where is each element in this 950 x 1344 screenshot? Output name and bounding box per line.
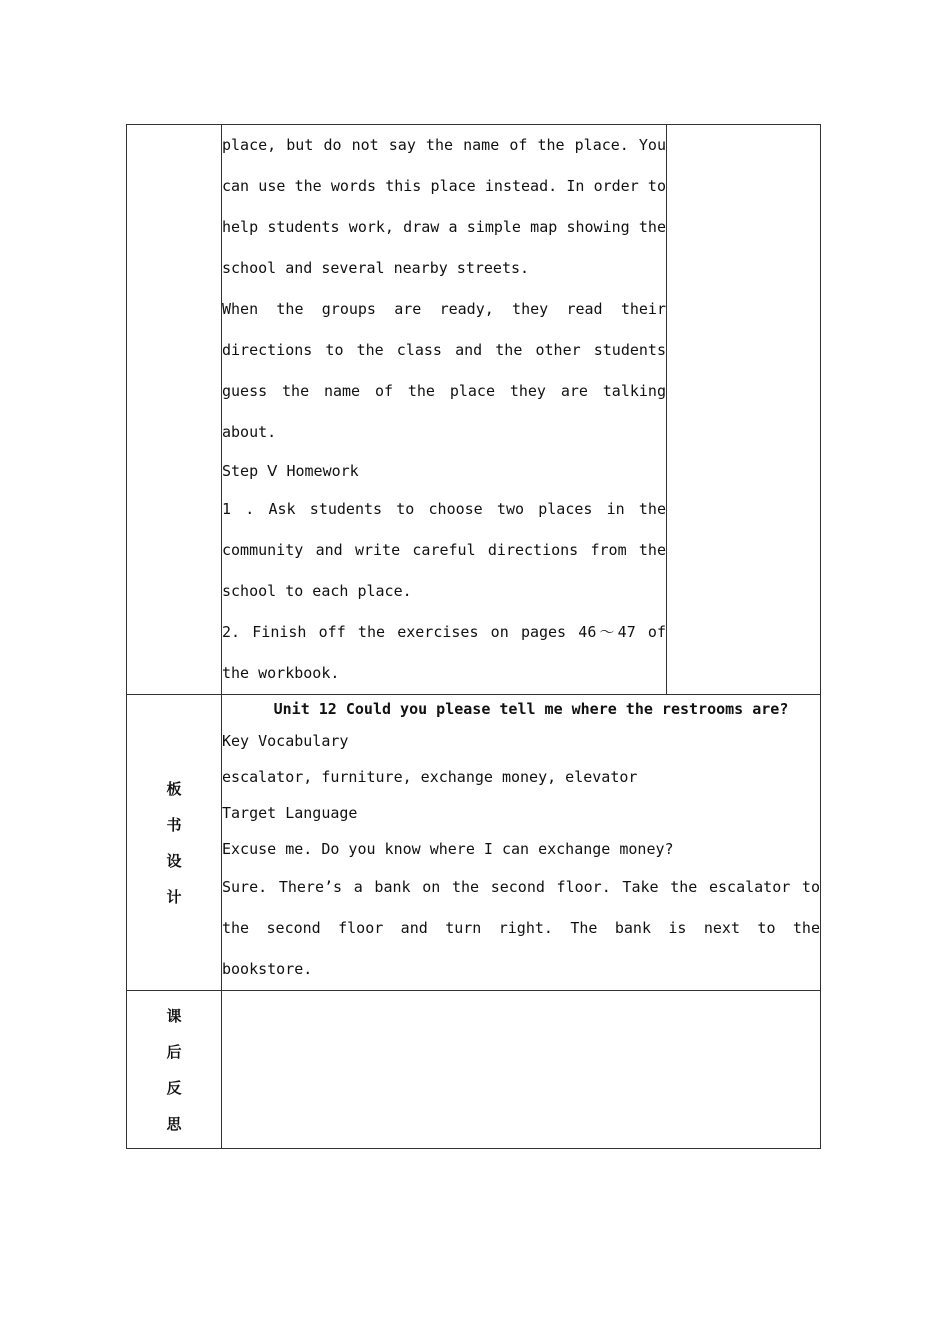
reflection-label-char: 后 <box>166 1042 182 1061</box>
procedure-notes-cell <box>667 125 821 695</box>
procedure-row <box>127 125 821 695</box>
vocabulary-list: escalator, furniture, exchange money, elevator <box>222 768 638 786</box>
board-design-row <box>127 695 821 991</box>
procedure-content-cell <box>222 125 667 695</box>
procedure-paragraph-1: place, but do not say the name of the place. You can use the words this place instead. In order to help students work, draw a simple map showing the school and several nearby streets. <box>222 136 666 277</box>
board-label-char: 书 <box>166 815 182 834</box>
reflection-content <box>222 991 821 1149</box>
homework-item-1: 1 . Ask students to choose two places in the community and write careful directions from the school to each place. <box>222 500 666 600</box>
target-sentence-1: Excuse me. Do you know where I can exchange money? <box>222 840 674 858</box>
board-label-char: 设 <box>166 851 182 870</box>
reflection-label-char: 思 <box>166 1114 182 1133</box>
reflection-row <box>127 991 821 1149</box>
target-sentence-2: Sure. There’s a bank on the second floor. Take the escalator to the second floor and turn right. The bank is next to the bookstore. <box>222 878 820 978</box>
procedure-label-cell <box>127 125 222 695</box>
target-language-heading: Target Language <box>222 804 358 822</box>
reflection-label-char: 反 <box>166 1078 182 1097</box>
board-label-char: 板 <box>166 779 182 798</box>
board-design-content <box>222 695 821 991</box>
board-design-label <box>127 695 222 991</box>
board-label-char: 计 <box>166 887 182 906</box>
reflection-label <box>127 991 222 1149</box>
homework-item-2: 2. Finish off the exercises on pages 46～47 of the workbook. <box>222 623 666 682</box>
reflection-label-char: 课 <box>166 1006 182 1025</box>
procedure-paragraph-2: When the groups are ready, they read their directions to the class and the other students guess the name of the place they are talking about. <box>222 300 666 441</box>
unit-title: Unit 12 Could you please tell me where the restrooms are? <box>273 700 789 718</box>
lesson-plan-table <box>126 124 821 1149</box>
step-heading: Step Ⅴ Homework <box>222 462 359 480</box>
vocabulary-heading: Key Vocabulary <box>222 732 349 750</box>
